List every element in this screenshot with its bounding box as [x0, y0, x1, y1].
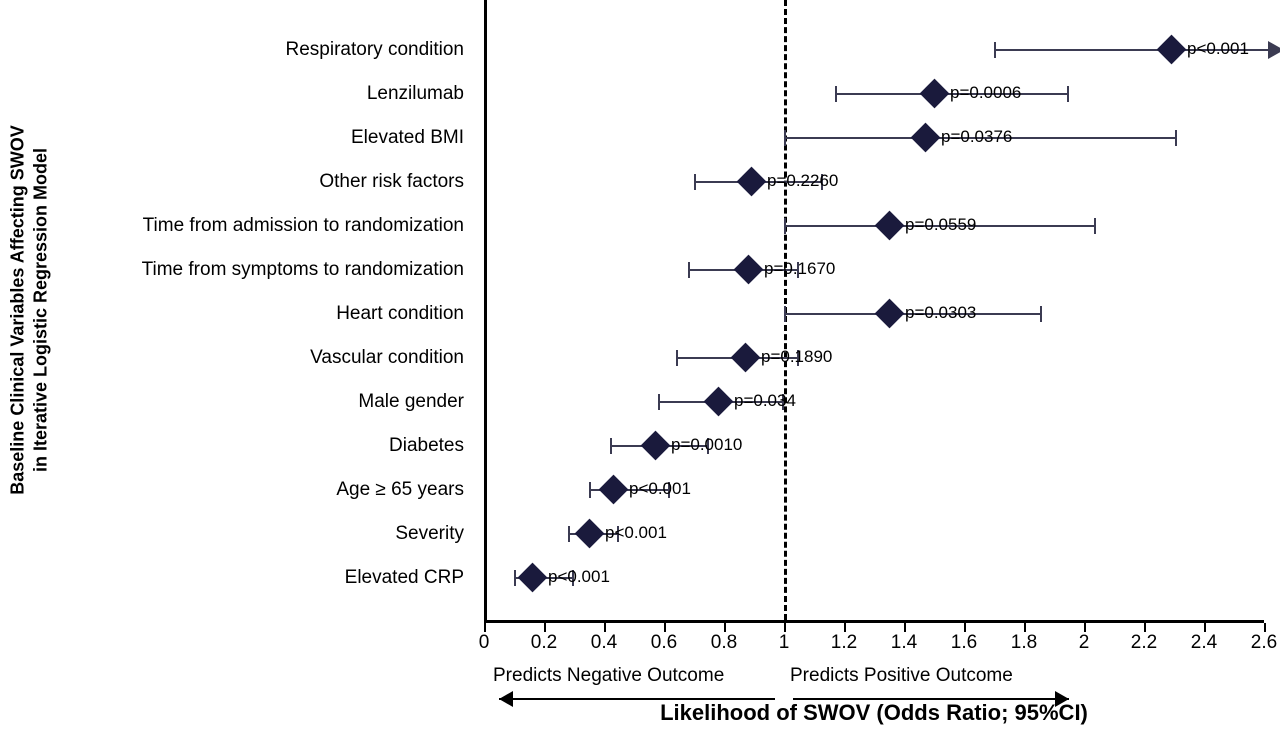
odds-ratio-marker	[599, 475, 629, 505]
odds-ratio-marker	[734, 255, 764, 285]
ci-arrow-head	[1268, 41, 1280, 59]
odds-ratio-marker	[920, 79, 950, 109]
row-label: Severity	[395, 523, 464, 544]
p-value-label: p=0.0010	[671, 435, 743, 454]
p-value-label: p<0.001	[548, 567, 610, 586]
x-tick-label: 0.8	[710, 632, 738, 653]
x-tick-label: 2.6	[1250, 632, 1278, 653]
odds-ratio-marker	[1157, 35, 1187, 65]
forest-row	[395, 512, 1264, 556]
x-tick	[724, 623, 726, 632]
odds-ratio-marker	[737, 167, 767, 197]
row-label: Diabetes	[389, 435, 464, 456]
x-tick	[1084, 623, 1086, 632]
p-value-label: p=0.0006	[950, 83, 1022, 102]
row-label: Time from symptoms to randomization	[141, 259, 464, 280]
x-tick-label: 1	[778, 632, 790, 653]
x-tick	[844, 623, 846, 632]
ci-cap-lower	[784, 218, 786, 234]
x-tick-label: 2	[1078, 632, 1090, 653]
x-tick-label: 2.2	[1130, 632, 1158, 653]
ci-cap-lower	[514, 570, 516, 586]
y-axis-title-line1: Baseline Clinical Variables Affecting SWOV	[8, 125, 29, 495]
forest-row	[344, 556, 1264, 600]
row-label: Heart condition	[336, 303, 464, 324]
x-tick-label: 0.2	[530, 632, 558, 653]
x-tick	[1024, 623, 1026, 632]
ci-cap-lower	[784, 130, 786, 146]
p-value-label: p<0.001	[1187, 39, 1249, 58]
ci-cap-lower	[589, 482, 591, 498]
odds-ratio-marker	[518, 563, 548, 593]
row-label: Other risk factors	[319, 171, 464, 192]
x-tick	[544, 623, 546, 632]
p-value-label: p<0.001	[629, 479, 691, 498]
plot-area	[141, 0, 1278, 653]
odds-ratio-marker	[911, 123, 941, 153]
ci-cap-upper	[1175, 130, 1177, 146]
p-value-label: p=0.1890	[761, 347, 833, 366]
odds-ratio-marker	[704, 387, 734, 417]
x-tick-label: 0.4	[590, 632, 618, 653]
forest-row	[310, 336, 1264, 380]
x-axis-line	[484, 620, 1264, 623]
forest-row	[319, 160, 1264, 204]
odds-ratio-marker	[875, 299, 905, 329]
p-value-label: p=0.0303	[905, 303, 977, 322]
x-tick	[664, 623, 666, 632]
odds-ratio-marker	[575, 519, 605, 549]
ci-cap-lower	[784, 306, 786, 322]
y-axis-title-line2: in Iterative Logistic Regression Model	[31, 147, 52, 473]
x-tick-label: 2.4	[1190, 632, 1218, 653]
x-tick	[784, 623, 786, 632]
ci-cap-upper	[1094, 218, 1096, 234]
odds-ratio-marker	[875, 211, 905, 241]
forest-row	[336, 292, 1264, 336]
x-tick	[964, 623, 966, 632]
ci-cap-upper	[1067, 86, 1069, 102]
x-tick	[904, 623, 906, 632]
x-axis-title: Likelihood of SWOV (Odds Ratio; 95%CI)	[660, 700, 1088, 725]
ci-cap-lower	[694, 174, 696, 190]
row-label: Male gender	[358, 391, 464, 412]
x-tick-label: 1.2	[830, 632, 858, 653]
row-label: Age ≥ 65 years	[336, 479, 464, 500]
ci-cap-lower	[658, 394, 660, 410]
forest-row	[389, 424, 1264, 468]
row-label: Elevated BMI	[351, 127, 464, 148]
x-tick	[604, 623, 606, 632]
x-tick-label: 1.6	[950, 632, 978, 653]
x-tick-label: 0.6	[650, 632, 678, 653]
ci-cap-lower	[568, 526, 570, 542]
x-tick	[1264, 623, 1266, 632]
p-value-label: p=0.0559	[905, 215, 977, 234]
x-tick-label: 1.8	[1010, 632, 1038, 653]
x-tick-label: 1.4	[890, 632, 918, 653]
forest-row	[366, 72, 1264, 116]
p-value-label: p=0.034	[734, 391, 796, 410]
x-tick	[1204, 623, 1206, 632]
row-label: Vascular condition	[310, 347, 464, 368]
x-tick	[484, 623, 486, 632]
ci-cap-lower	[610, 438, 612, 454]
row-label: Respiratory condition	[285, 39, 464, 60]
row-label: Elevated CRP	[344, 567, 464, 588]
row-label: Lenzilumab	[366, 83, 464, 104]
ci-cap-lower	[676, 350, 678, 366]
odds-ratio-marker	[641, 431, 671, 461]
p-value-label: p=0.1670	[764, 259, 836, 278]
ci-cap-lower	[688, 262, 690, 278]
forest-row	[358, 380, 1264, 424]
negative-outcome-label: Predicts Negative Outcome	[493, 665, 725, 686]
y-axis-title	[0, 0, 60, 620]
p-value-label: p<0.001	[605, 523, 667, 542]
forest-row	[141, 248, 1264, 292]
odds-ratio-marker	[731, 343, 761, 373]
p-value-label: p=0.2260	[767, 171, 839, 190]
forest-row	[336, 468, 1264, 512]
forest-row	[142, 204, 1264, 248]
p-value-label: p=0.0376	[941, 127, 1013, 146]
ci-cap-lower	[835, 86, 837, 102]
row-label: Time from admission to randomization	[142, 215, 464, 236]
forest-row	[285, 28, 1264, 72]
ci-cap-upper	[1040, 306, 1042, 322]
x-tick-label: 0	[478, 632, 490, 653]
ci-cap-lower	[994, 42, 996, 58]
positive-outcome-label: Predicts Positive Outcome	[790, 665, 1013, 686]
forest-row	[351, 116, 1264, 160]
x-tick	[1144, 623, 1146, 632]
